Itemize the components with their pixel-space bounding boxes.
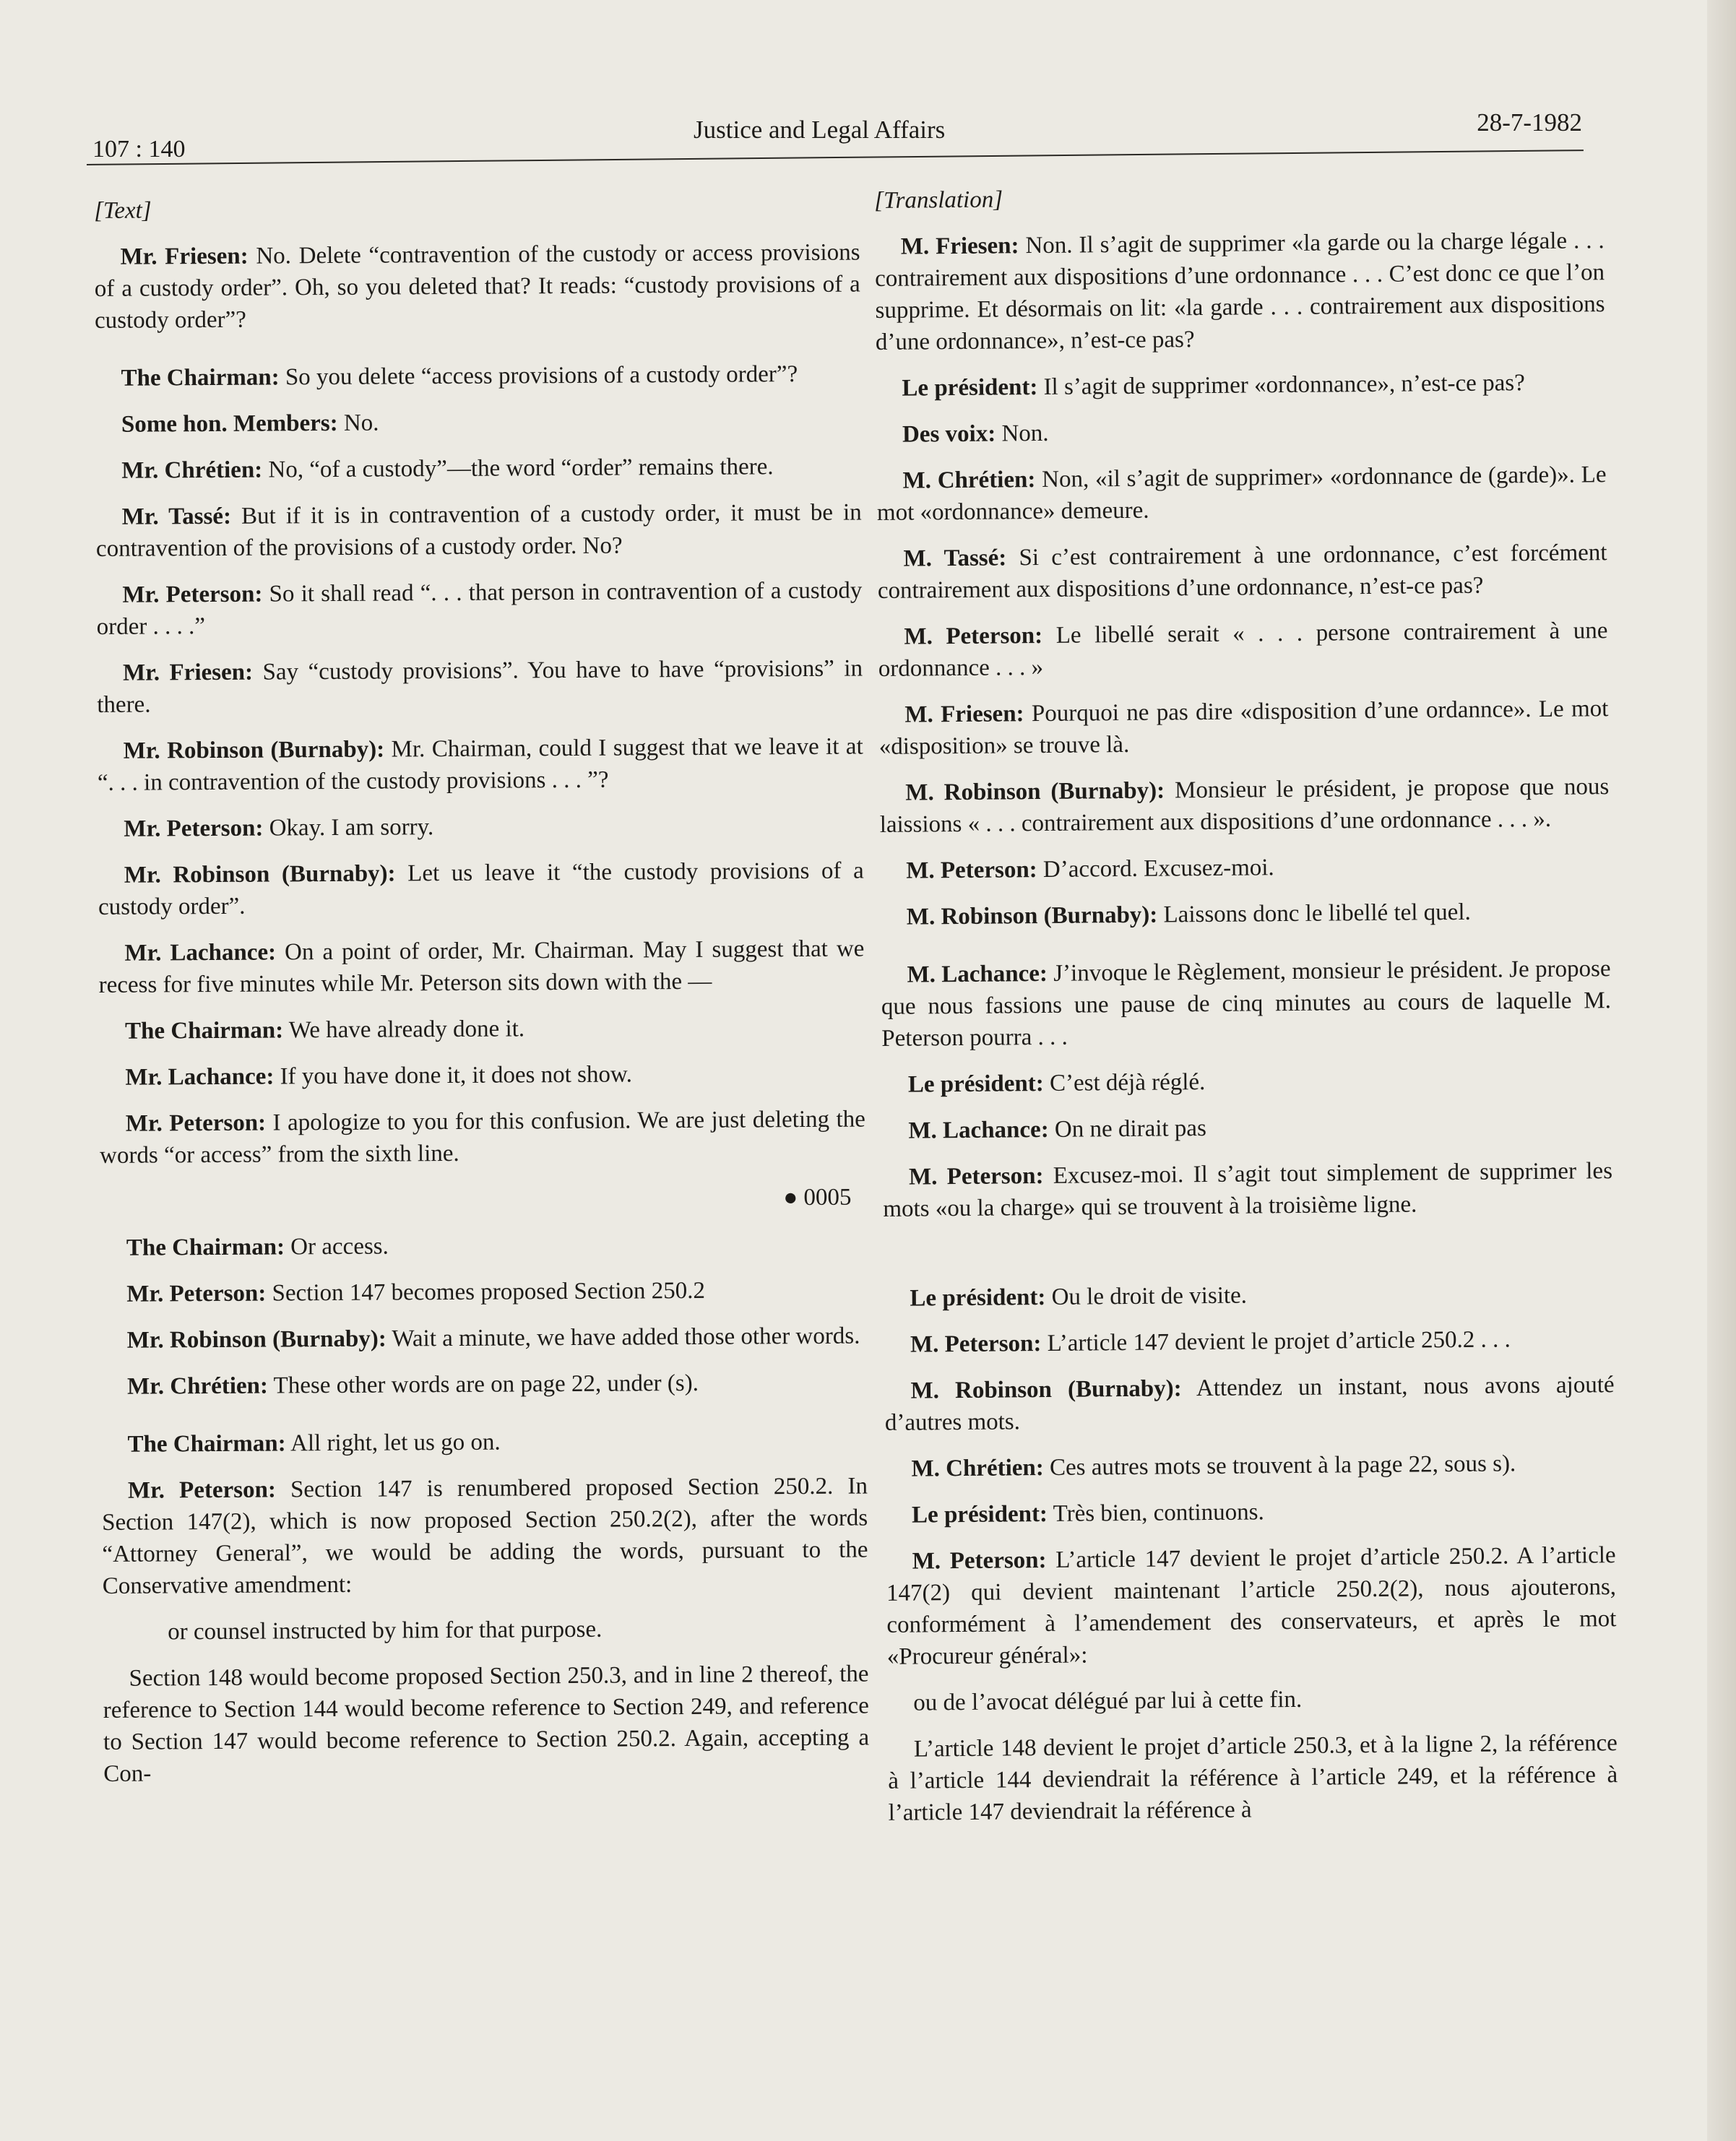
- translation-tag-label: [Translation]: [874, 186, 1003, 214]
- time-marker: ● 0005: [783, 1184, 852, 1211]
- speaker: M. Lachance:: [908, 1116, 1049, 1144]
- speaker: Mr. Friesen:: [122, 659, 254, 686]
- speech-text: So you delete “access provisions of a custody order”?: [279, 361, 798, 391]
- speech: [881, 895, 1610, 933]
- speech-text: Mr. Chairman, could I suggest that we leave it at “. . . in contravention of the custody provisions . . . ”?: [97, 733, 863, 796]
- translation-tag: [874, 178, 1604, 217]
- speaker: Mr. Peterson:: [124, 815, 264, 842]
- speaker: Le président:: [907, 1070, 1044, 1098]
- speech-text: Non, «il s’agit de supprimer» «ordonnance de (garde)». Le mot «ordonnance» demeure.: [876, 462, 1607, 526]
- speech: [97, 653, 863, 721]
- speech: [876, 412, 1606, 451]
- speech: [98, 933, 865, 1001]
- speech-text: On ne dirait pas: [1048, 1115, 1206, 1143]
- speech: [875, 225, 1605, 358]
- speech: [98, 731, 864, 799]
- speaker: Mr. Robinson (Burnaby):: [123, 736, 385, 764]
- page-gutter: [1707, 0, 1736, 2141]
- speech-text: I apologize to you for this confusion. We are just deleting the words “or access” from the sixth line.: [100, 1106, 865, 1169]
- speech-text: We have already done it.: [283, 1016, 525, 1044]
- speech-text: Ces autres mots se trouvent à la page 22, sous s).: [1043, 1450, 1516, 1482]
- speaker: M. Friesen:: [900, 233, 1019, 260]
- speaker: M. Robinson (Burnaby):: [910, 1375, 1182, 1404]
- speech: [102, 1470, 868, 1601]
- speech-text: Monsieur le président, je propose que nous laissions « . . . contrairement aux dispositions d’une ordonnance . . . ».: [879, 774, 1610, 838]
- speech-text: Pourquoi ne pas dire «disposition d’une ordannce». Le mot «disposition» se trouve là.: [878, 696, 1609, 760]
- speech: [101, 1320, 867, 1356]
- speaker: The Chairman:: [124, 1017, 284, 1044]
- speech-text: But if it is in contravention of a custody order, it must be in contravention of the provisions of a custody order. No?: [95, 499, 862, 562]
- speech-text: No.: [337, 410, 379, 436]
- speech-text: If you have done it, it does not show.: [274, 1061, 633, 1090]
- speaker: M. Peterson:: [912, 1547, 1047, 1575]
- speech-text: Attendez un instant, nous avons ajouté d’autres mots.: [884, 1372, 1615, 1436]
- speaker: M. Chrétien:: [902, 467, 1036, 494]
- speech-text: No, “of a custody”—the word “order” remains there.: [262, 454, 774, 483]
- speech: [96, 575, 863, 643]
- header-date: 28-7-1982: [1477, 108, 1582, 137]
- speech: [94, 237, 860, 337]
- speaker: Mr. Lachance:: [125, 1063, 275, 1091]
- speech-text: Le libellé serait « . . . persone contrairement à une ordonnance . . . »: [878, 618, 1608, 682]
- closing-paragraph: Section 148 would become proposed Section 250.3, and in line 2 thereof, the reference to Section 144 would become reference to Section 249, and reference to Section 147 would become reference to Section 250.2. Again, accepting a Con-: [103, 1661, 870, 1787]
- speaker: Mr. Lachance:: [124, 939, 277, 966]
- speech: [884, 1276, 1613, 1315]
- speech: [883, 1155, 1613, 1225]
- speech-text: Il s’agit de supprimer «ordonnance», n’est-ce pas?: [1037, 370, 1525, 401]
- speech-text: L’article 147 devient le projet d’article 250.2 . . .: [1041, 1326, 1511, 1357]
- speaker: Mr. Peterson:: [125, 1110, 267, 1137]
- speech-text: No. Delete “contravention of the custody or access provisions of a custody order”. Oh, so you deleted that? It reads: “custody provisions of a custody order”?: [94, 239, 860, 334]
- speech: [879, 771, 1610, 841]
- speaker: The Chairman:: [127, 1430, 286, 1458]
- text-tag-label: [Text]: [94, 197, 152, 224]
- speech: [877, 537, 1607, 607]
- speech-text: Ou le droit de visite.: [1045, 1282, 1248, 1310]
- speaker: Le président:: [902, 374, 1038, 402]
- speech: [878, 615, 1608, 685]
- speaker: Mr. Tassé:: [121, 503, 232, 530]
- speaker: M. Friesen:: [904, 701, 1024, 728]
- speaker: Le président:: [910, 1284, 1046, 1312]
- page-number: 107 : 140: [92, 136, 186, 163]
- speech-text: Okay. I am sorry.: [263, 814, 434, 842]
- speech: [876, 366, 1605, 405]
- speaker: M. Robinson (Burnaby):: [906, 901, 1158, 930]
- speaker: The Chairman:: [121, 364, 280, 392]
- speech: [96, 497, 863, 565]
- speech: [101, 1424, 867, 1460]
- speech-text: Non.: [996, 420, 1049, 447]
- speech-text: These other words are on page 22, under (s).: [267, 1370, 699, 1399]
- english-column: [94, 191, 870, 1804]
- speech-text: Excusez-moi. Il s’agit tout simplement de supprimer les mots «ou la charge» qui se trouvent à la troisième ligne.: [883, 1158, 1613, 1222]
- speech-text: On a point of order, Mr. Chairman. May I suggest that we recess for five minutes while Mr. Peterson sits down with the —: [98, 935, 865, 998]
- speech: [886, 1493, 1615, 1531]
- speaker: Mr. Peterson:: [127, 1476, 276, 1504]
- speech: [876, 459, 1607, 529]
- speaker: Mr. Robinson (Burnaby):: [126, 1325, 387, 1354]
- amendment-quote: or counsel instructed by him for that purpose.: [168, 1616, 603, 1645]
- speech-text: Or access.: [284, 1233, 389, 1260]
- speaker: Mr. Chrétien:: [121, 457, 263, 484]
- amendment-quote: ou de l’avocat délégué par lui à cette fin.: [913, 1686, 1303, 1716]
- speech: [100, 1227, 866, 1263]
- speech-text: D’accord. Excusez-moi.: [1037, 855, 1274, 883]
- speech-text: C’est déjà réglé.: [1043, 1069, 1206, 1097]
- speaker: M. Peterson:: [904, 622, 1043, 650]
- speech: [99, 1057, 865, 1094]
- speech-text: Non. Il s’agit de supprimer «la garde ou la charge légale . . . contrairement aux dispositions d’une ordonnance . . . C’est donc ce que l’on supprime. Et désormais on lit: «la garde . . . contrairement aux dispositions d’une ordonnance», n’est-ce pas?: [874, 228, 1605, 355]
- speaker: M. Peterson:: [906, 857, 1037, 884]
- speaker: Des voix:: [902, 420, 996, 448]
- speech-text: Let us leave it “the custody provisions of a custody order”.: [98, 857, 864, 920]
- speaker: The Chairman:: [126, 1234, 285, 1261]
- speech: [100, 1273, 866, 1310]
- speech-text: L’article 147 devient le projet d’article 250.2. A l’article 147(2) qui devient maintenant l’article 250.2(2), nous ajouterons, conformément à l’amendement des conservateurs, et après le mot «Procureur général»:: [886, 1542, 1617, 1670]
- speaker: M. Peterson:: [908, 1163, 1044, 1190]
- speech-text: Wait a minute, we have added those other words.: [386, 1323, 860, 1352]
- speech: [884, 1323, 1614, 1361]
- speaker: Mr. Robinson (Burnaby):: [124, 860, 396, 888]
- speech-text: Section 147 is renumbered proposed Section 250.2. In Section 147(2), which is now proposed Section 250.2(2), after the words “Attorney General”, we would be adding the words, pursuant to the Conservative amendment:: [102, 1473, 868, 1599]
- speech: [885, 1447, 1615, 1485]
- speaker: Mr. Chrétien:: [126, 1372, 269, 1400]
- speaker: M. Peterson:: [910, 1331, 1042, 1358]
- speaker: M. Tassé:: [903, 545, 1007, 572]
- french-column: [874, 178, 1618, 1843]
- speech-text: Si c’est contrairement à une ordonnance, c’est forcément contrairement aux dispositions d’une ordonnance, n’est-ce pas?: [877, 540, 1607, 604]
- closing-paragraph: L’article 148 devient le projet d’article 250.3, et à la ligne 2, la référence à l’article 144 deviendrait la référence à l’article 249, et la référence à l’article 147 deviendrait la référence à: [888, 1730, 1618, 1826]
- speech: [878, 693, 1609, 763]
- speaker: Mr. Peterson:: [126, 1280, 267, 1307]
- speech: [101, 1366, 867, 1402]
- speech: [98, 809, 863, 845]
- speaker: M. Lachance:: [907, 960, 1048, 988]
- speech: [882, 1109, 1612, 1147]
- running-title: Justice and Legal Affairs: [694, 116, 946, 144]
- speech: [882, 1063, 1612, 1101]
- speech: [100, 1104, 866, 1172]
- speech: [884, 1369, 1615, 1439]
- speaker: M. Robinson (Burnaby):: [905, 777, 1165, 806]
- speaker: M. Chrétien:: [911, 1455, 1044, 1482]
- speech: [95, 358, 860, 394]
- speech: [99, 1011, 865, 1047]
- speech-text: Très bien, continuons.: [1047, 1499, 1264, 1527]
- speech: [880, 849, 1610, 887]
- speech-text: All right, let us go on.: [285, 1429, 501, 1457]
- speaker: Some hon. Members:: [121, 410, 338, 438]
- speech: [98, 855, 865, 923]
- speech: [95, 451, 861, 487]
- speech-text: So it shall read “. . . that person in contravention of a custody order . . . .”: [96, 577, 863, 640]
- speech-text: J’invoque le Règlement, monsieur le président. Je propose que nous fassions une pause de cinq minutes au cours de laquelle M. Peterson pourra . . .: [881, 956, 1612, 1052]
- speaker: Mr. Friesen:: [120, 243, 249, 270]
- speech-text: Laissons donc le libellé tel quel.: [1157, 899, 1471, 928]
- text-tag: [94, 191, 860, 227]
- speech-text: Section 147 becomes proposed Section 250.2: [266, 1277, 706, 1307]
- speech: [881, 953, 1611, 1055]
- speech: [95, 405, 861, 441]
- speech-text: Say “custody provisions”. You have to have “provisions” in there.: [97, 655, 863, 718]
- speaker: Le président:: [911, 1500, 1048, 1528]
- speech: [886, 1539, 1616, 1673]
- speaker: Mr. Peterson:: [122, 581, 263, 608]
